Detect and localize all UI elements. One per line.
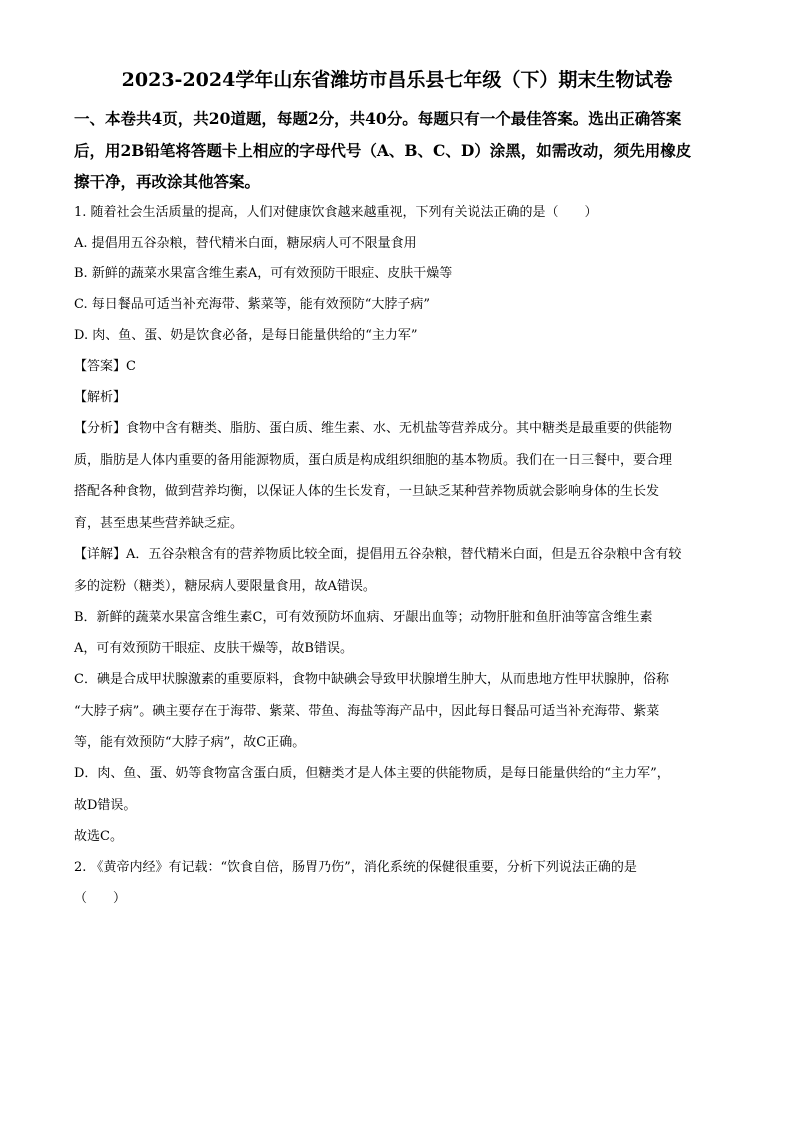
detail-line-5: C．碘是合成甲状腺激素的重要原料，食物中缺碘会导致甲状腺增生肿大，从而患地方性甲状腺肿，俗称 (74, 672, 669, 687)
detail-line-8: D．肉、鱼、蛋、奶等食物富含蛋白质，但糖类才是人体主要的供能物质，是每日能量供给的“主力军”， (74, 766, 670, 781)
question-1-option-b: B. 新鲜的蔬菜水果富含维生素A，可有效预防干眼症、皮肤干燥等 (74, 266, 453, 281)
question-2-stem-cont: （ ） (74, 891, 127, 906)
detail-line-10: 故选C。 (74, 829, 123, 844)
detail-line-7: 等，能有效预防“大脖子病”，故C正确。 (74, 735, 306, 750)
question-2-stem: 2. 《黄帝内经》有记载：“饮食自倍，肠胃乃伤”，消化系统的保健很重要，分析下列说法正确的是 (74, 860, 637, 875)
detail-line-2: 多的淀粉（糖类），糖尿病人要限量食用，故A错误。 (74, 579, 376, 594)
question-1-answer: 【答案】C (74, 359, 136, 374)
detail-line-3: B．新鲜的蔬菜水果富含维生素C，可有效预防坏血病、牙龈出血等；动物肝脏和鱼肝油等富含维生素 (74, 610, 653, 625)
question-1-option-c: C. 每日餐品可适当补充海带、紫菜等，能有效预防“大脖子病” (74, 297, 431, 312)
question-1-option-d: D. 肉、鱼、蛋、奶是饮食必备，是每日能量供给的“主力军” (74, 328, 418, 343)
question-1-option-a: A. 提倡用五谷杂粮，替代精米白面，糖尿病人可不限量食用 (74, 236, 417, 251)
detail-line-4: A，可有效预防干眼症、皮肤干燥等，故B错误。 (74, 641, 353, 656)
detail-line-6: “大脖子病”。碘主要存在于海带、紫菜、带鱼、海盐等海产品中，因此每日餐品可适当补充海带、紫菜 (74, 704, 660, 719)
analysis-line-2: 质，脂肪是人体内重要的备用能源物质，蛋白质是构成组织细胞的基本物质。我们在一日三餐中，要合理 (74, 453, 673, 468)
analysis-line-4: 育，甚至患某些营养缺乏症。 (74, 516, 244, 531)
page-title: 2023-2024学年山东省潍坊市昌乐县七年级（下）期末生物试卷 (121, 69, 673, 91)
instruction-line-3: 擦干净，再改涂其他答案。 (74, 172, 261, 191)
detail-line-1: 【详解】A．五谷杂粮含有的营养物质比较全面，提倡用五谷杂粮，替代精米白面，但是五谷杂粮中含有较 (74, 547, 682, 562)
analysis-line-1: 【分析】食物中含有糖类、脂肪、蛋白质、维生素、水、无机盐等营养成分。其中糖类是最重要的供能物 (74, 421, 673, 436)
instruction-line-1: 一、本卷共4页，共20道题，每题2分，共40分。每题只有一个最佳答案。选出正确答案 (74, 109, 682, 128)
question-1-stem: 1. 随着社会生活质量的提高，人们对健康饮食越来越重视，下列有关说法正确的是（ ） (74, 205, 598, 220)
analysis-line-3: 搭配各种食物，做到营养均衡，以保证人体的生长发育，一旦缺乏某种营养物质就会影响身体的生长发 (74, 484, 660, 499)
instruction-line-2: 后，用2B铅笔将答题卡上相应的字母代号（A、B、C、D）涂黑，如需改动，须先用橡皮 (74, 141, 692, 160)
detail-line-9: 故D错误。 (74, 798, 137, 813)
question-1-analysis-header: 【解析】 (74, 390, 127, 405)
